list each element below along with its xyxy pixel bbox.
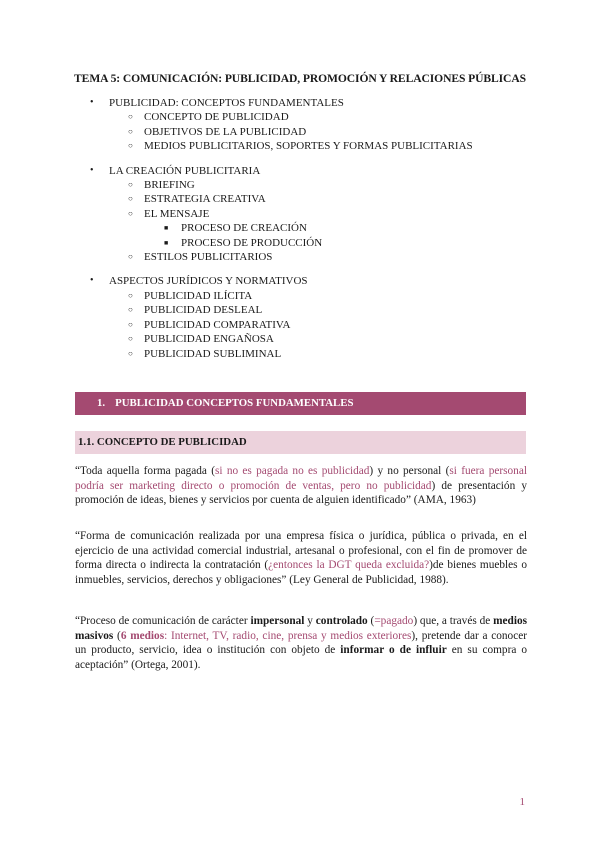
- annotation: 6 medios: [120, 629, 165, 642]
- page-number: 1: [519, 796, 525, 808]
- section-label: PUBLICIDAD CONCEPTOS FUNDAMENTALES: [115, 397, 354, 409]
- toc-subitem: ■ PROCESO DE CREACIÓN: [0, 221, 600, 235]
- annotation: si no es pagada no es publicidad: [214, 465, 370, 477]
- subsection-heading: 1.1. CONCEPTO DE PUBLICIDAD: [75, 431, 526, 454]
- toc-item: ○ PUBLICIDAD ENGAÑOSA: [0, 332, 600, 346]
- page-title: TEMA 5: COMUNICACIÓN: PUBLICIDAD, PROMOCIÓN Y RELACIONES PÚBLICAS: [74, 72, 526, 85]
- section-number: 1.: [97, 397, 106, 409]
- toc-section-2: • LA CREACIÓN PUBLICITARIA: [0, 164, 600, 178]
- definition-paragraph-ama: “Toda aquella forma pagada (si no es pagada no es publicidad) y no personal (si fuera personal podría ser marketing directo o promoción de ventas, pero no publicidad) de presentación y promoción de ideas, bienes y servicios por cuenta de alguien identificado” (AMA, 1963): [75, 465, 527, 507]
- toc-item: ○ PUBLICIDAD DESLEAL: [0, 303, 600, 317]
- toc-item: ○ ESTRATEGIA CREATIVA: [0, 192, 600, 206]
- annotation: ¿entonces la DGT queda excluida?: [268, 559, 430, 572]
- toc-item: ○ PUBLICIDAD SUBLIMINAL: [0, 347, 600, 361]
- table-of-contents: [0, 96, 600, 361]
- toc-item: ○ PUBLICIDAD ILÍCITA: [0, 289, 600, 303]
- toc-item: ○ EL MENSAJE: [0, 207, 600, 221]
- toc-section-1: • PUBLICIDAD: CONCEPTOS FUNDAMENTALES: [0, 96, 600, 110]
- definition-paragraph-ley: “Forma de comunicación realizada por una empresa física o jurídica, pública o privada, en el ejercicio de una actividad comercial industrial, artesanal o profesional, con el fin de promover de forma directa o indirecta la contratación (¿entonces la DGT queda excluida?)de bienes muebles o inmuebles, servicios, derechos y obligaciones” (Ley General de Publicidad, 1988).: [75, 530, 527, 586]
- annotation: si fuera personal podría ser marketing directo o promoción de ventas, pero no publicidad: [75, 465, 527, 492]
- toc-item: ○ PUBLICIDAD COMPARATIVA: [0, 318, 600, 332]
- toc-item: ○ CONCEPTO DE PUBLICIDAD: [0, 110, 600, 124]
- toc-item: ○ BRIEFING: [0, 178, 600, 192]
- definition-paragraph-ortega: “Proceso de comunicación de carácter impersonal y controlado (=pagado) que, a través de medios masivos (6 medios: Internet, TV, radio, cine, prensa y medios exteriores), pretende dar a conocer un producto, servicio, idea o institución con objeto de informar o de influir en su compra o aceptación” (Ortega, 2001).: [75, 615, 528, 671]
- section-heading-1: [75, 392, 526, 415]
- toc-subitem: ■ PROCESO DE PRODUCCIÓN: [0, 236, 600, 250]
- annotation: =pagado: [374, 615, 414, 627]
- toc-item: ○ ESTILOS PUBLICITARIOS: [0, 250, 600, 264]
- toc-section-3: • ASPECTOS JURÍDICOS Y NORMATIVOS: [0, 274, 600, 288]
- toc-item: ○ OBJETIVOS DE LA PUBLICIDAD: [0, 125, 600, 139]
- toc-item: ○ MEDIOS PUBLICITARIOS, SOPORTES Y FORMAS PUBLICITARIAS: [0, 139, 600, 153]
- annotation: : Internet, TV, radio, cine, prensa y medios exteriores: [164, 629, 412, 642]
